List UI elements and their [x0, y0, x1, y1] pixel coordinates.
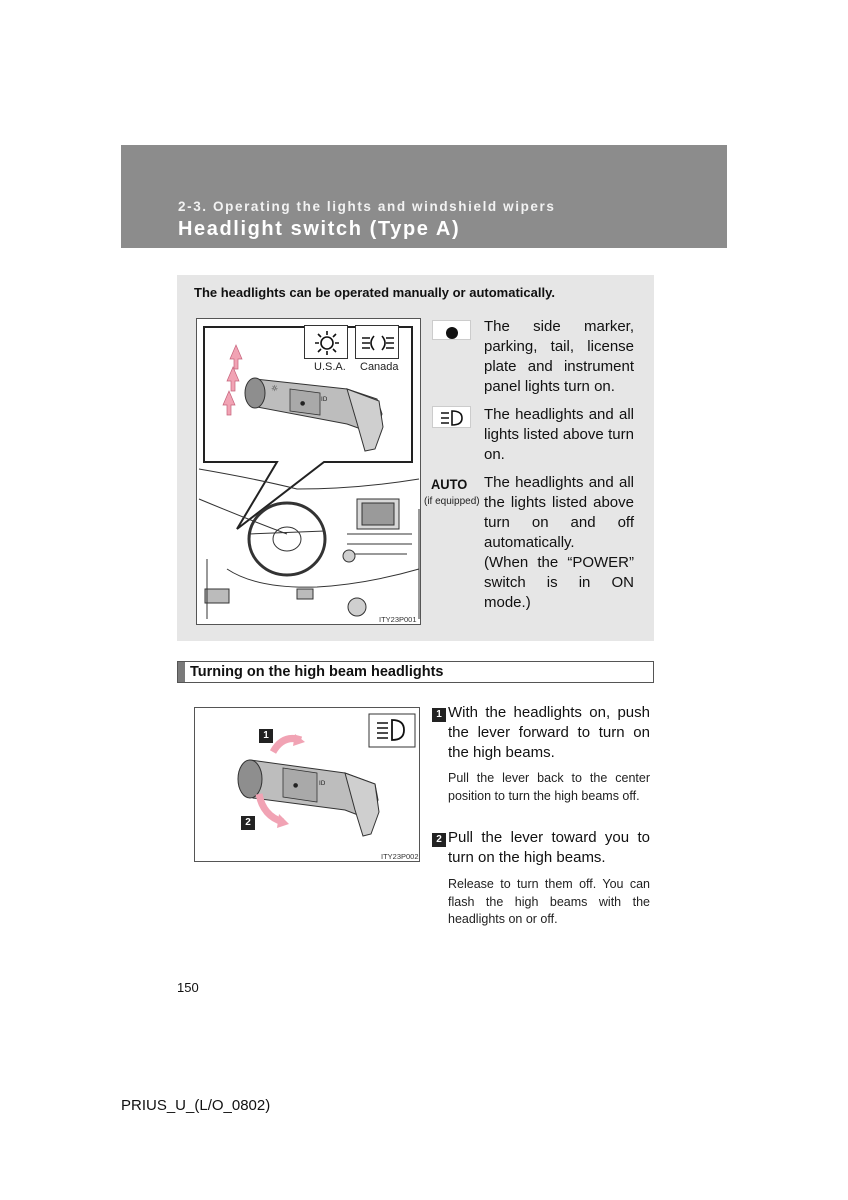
item-2-text: The headlights and all lights listed above turn on.	[484, 406, 634, 463]
footer-doc-code: PRIUS_U_(L/O_0802)	[121, 1097, 271, 1114]
step-1-note: Pull the lever back to the center position to turn the high beams off.	[448, 771, 650, 803]
headlight-icon	[432, 406, 471, 428]
subsection-title: Turning on the high beam headlights	[190, 664, 444, 680]
svg-text:ID: ID	[321, 396, 328, 403]
region-label-canada: Canada	[360, 361, 399, 373]
dot-icon	[446, 327, 458, 339]
region-label-usa: U.S.A.	[314, 361, 346, 373]
item-3-text: The headlights and all the lights listed above turn on and off automatically.	[484, 474, 634, 551]
dashboard	[199, 469, 419, 619]
svg-text:●: ●	[300, 400, 306, 407]
step-2-note: Release to turn them off. You can flash the high beams with the headlights on or off.	[448, 877, 650, 926]
pull-toward-arrowhead	[277, 814, 289, 828]
usa-light-symbol	[304, 325, 348, 359]
parking-lights-dot-icon	[432, 320, 471, 340]
step-2-text: Pull the lever toward you to turn on the high beams.	[448, 829, 650, 866]
figure-code: ITY23P002	[381, 852, 419, 861]
svg-text:●: ●	[293, 782, 299, 789]
auto-if-equipped-note: (if equipped)	[424, 496, 480, 507]
heading-marker	[178, 662, 185, 682]
section-label: 2-3. Operating the lights and windshield wipers	[178, 199, 556, 214]
high-beam-figure	[194, 707, 420, 862]
high-beam-lever-illustration	[195, 708, 421, 863]
auto-icon: AUTO	[431, 476, 468, 492]
svg-text:ID: ID	[319, 780, 326, 787]
parking-lamps-icon	[356, 326, 400, 360]
step-1-text: With the headlights on, push the lever forward to turn on the high beams.	[448, 704, 650, 761]
high-beam-symbol	[369, 714, 415, 747]
canada-light-symbol	[355, 325, 399, 359]
intro-text: The headlights can be operated manually or automatically.	[194, 285, 555, 300]
intro-box	[177, 275, 654, 641]
figure-badge-2: 2	[241, 816, 255, 830]
figure-badge-1: 1	[259, 729, 273, 743]
item-3-note: (When the “POWER” switch is in ON mode.)	[484, 554, 634, 611]
item-1-text: The side marker, parking, tail, license plate and instrument panel lights turn on.	[484, 318, 634, 395]
header-band	[121, 145, 727, 248]
page-title: Headlight switch (Type A)	[178, 218, 461, 240]
step-1-badge: 1	[432, 708, 446, 722]
headlight-switch-figure	[196, 318, 421, 625]
svg-text:☼: ☼	[271, 384, 279, 393]
subsection-heading	[177, 661, 654, 683]
step-2-badge: 2	[432, 833, 446, 847]
page-number: 150	[177, 980, 199, 995]
figure-code: ITY23P001	[379, 615, 417, 624]
sun-light-icon	[305, 326, 349, 360]
